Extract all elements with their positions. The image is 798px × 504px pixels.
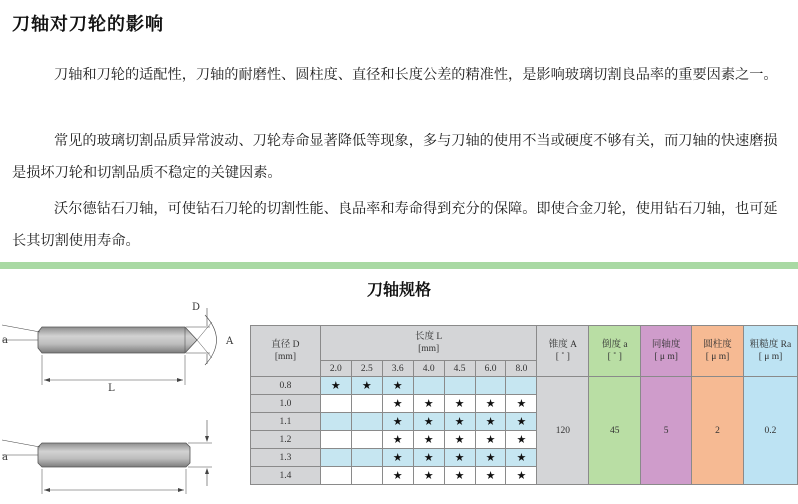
length-mark — [320, 413, 351, 431]
cylindricity-label: 圆柱度 — [703, 340, 732, 350]
angle-value: 45 — [589, 377, 641, 485]
length-mark — [320, 467, 351, 485]
spec-title: 刀轴规格 — [366, 280, 431, 299]
length-value: 2.5 — [351, 361, 382, 377]
length-mark: ★ — [475, 449, 506, 467]
length-value: 6.0 — [475, 361, 506, 377]
cylindricity-header-cell — [692, 326, 744, 377]
dia-value: 0.8 — [251, 377, 321, 395]
spec-table — [250, 325, 798, 485]
length-header-cell — [320, 326, 537, 361]
length-value: 4.0 — [413, 361, 444, 377]
length-mark: ★ — [351, 377, 382, 395]
dia-value: 1.4 — [251, 467, 321, 485]
dia-value: 1.0 — [251, 395, 321, 413]
length-mark: ★ — [506, 395, 537, 413]
length-value: 2.0 — [320, 361, 351, 377]
length-value: 8.0 — [506, 361, 537, 377]
cylindricity-value: 2 — [692, 377, 744, 485]
dia-header-cell — [251, 326, 321, 377]
length-mark: ★ — [506, 449, 537, 467]
length-mark: ★ — [444, 431, 475, 449]
length-mark: ★ — [382, 431, 413, 449]
length-header: 长度 L — [415, 332, 443, 342]
roughness-label: 粗糙度 Ra — [749, 340, 792, 350]
roughness-unit: [ μ m] — [758, 352, 783, 362]
taper-unit: [ ˚ ] — [555, 352, 570, 362]
length-mark: ★ — [444, 449, 475, 467]
length-mark: ★ — [444, 395, 475, 413]
length-mark — [320, 431, 351, 449]
length-mark — [351, 431, 382, 449]
coaxial-unit: [ μ m] — [654, 352, 678, 362]
taper-header-cell — [537, 326, 589, 377]
dia-value: 1.1 — [251, 413, 321, 431]
length-mark: ★ — [413, 395, 444, 413]
roughness-value: 0.2 — [743, 377, 797, 485]
angle-label: 倒度 a — [601, 340, 628, 350]
dia-value: 1.3 — [251, 449, 321, 467]
length-mark — [351, 395, 382, 413]
coaxial-header-cell — [641, 326, 692, 377]
taper-label: 锥度 A — [548, 340, 577, 350]
length-mark — [506, 377, 537, 395]
length-mark: ★ — [413, 449, 444, 467]
dia-unit: [mm] — [274, 352, 296, 362]
length-mark: ★ — [444, 413, 475, 431]
dia-header: 直径 D — [271, 340, 300, 350]
label-a-2: a — [2, 452, 8, 463]
paragraph-1: 刀轴和刀轮的适配性，刀轴的耐磨性、圆柱度、直径和长度公差的精准性，是影响玻璃切割良品率的重要因素之一。 — [54, 67, 778, 83]
label-L: L — [108, 383, 115, 394]
taper-value: 120 — [537, 377, 589, 485]
length-mark: ★ — [506, 413, 537, 431]
length-mark — [351, 449, 382, 467]
label-D: D — [192, 302, 201, 313]
length-mark: ★ — [444, 467, 475, 485]
length-mark: ★ — [475, 395, 506, 413]
length-mark — [351, 467, 382, 485]
length-mark — [320, 449, 351, 467]
length-mark: ★ — [413, 431, 444, 449]
angle-header-cell — [589, 326, 641, 377]
length-mark: ★ — [382, 395, 413, 413]
length-mark — [351, 413, 382, 431]
axle-flat-icon — [2, 420, 212, 494]
label-a: a — [2, 335, 8, 346]
length-mark: ★ — [506, 431, 537, 449]
page-title: 刀轴对刀轮的影响 — [12, 14, 164, 35]
coaxial-label: 同轴度 — [651, 340, 681, 350]
length-mark — [475, 377, 506, 395]
coaxial-value: 5 — [641, 377, 692, 485]
label-A: A — [226, 336, 234, 347]
length-mark: ★ — [382, 449, 413, 467]
table-row — [251, 377, 798, 395]
length-mark — [413, 377, 444, 395]
length-mark: ★ — [382, 413, 413, 431]
length-mark: ★ — [413, 413, 444, 431]
roughness-header-cell — [743, 326, 797, 377]
length-mark — [444, 377, 475, 395]
length-value: 4.5 — [444, 361, 475, 377]
length-mark: ★ — [320, 377, 351, 395]
angle-unit: [ ˚ ] — [607, 352, 622, 362]
length-mark: ★ — [382, 467, 413, 485]
section-divider — [0, 262, 798, 269]
length-mark: ★ — [413, 467, 444, 485]
axle-with-cone-icon — [2, 308, 217, 385]
cylindricity-unit: [ μ m] — [705, 352, 730, 362]
length-mark: ★ — [382, 377, 413, 395]
paragraph-3: 沃尔德钻石刀轴，可使钻石刀轮的切割性能、良品率和寿命得到充分的保障。即使合金刀轮，使用钻石刀轴，也可延长其切割使用寿命。 — [12, 201, 778, 249]
length-mark: ★ — [475, 413, 506, 431]
length-mark: ★ — [475, 467, 506, 485]
dia-value: 1.2 — [251, 431, 321, 449]
length-unit: [mm] — [418, 344, 440, 354]
length-mark: ★ — [506, 467, 537, 485]
length-mark: ★ — [475, 431, 506, 449]
axle-diagram — [0, 290, 245, 504]
paragraph-2: 常见的玻璃切割品质异常波动、刀轮寿命显著降低等现象，多与刀轴的使用不当或硬度不够有关，而刀轴的快速磨损是损坏刀轮和切割品质不稳定的关键因素。 — [12, 133, 778, 181]
length-mark — [320, 395, 351, 413]
length-value: 3.6 — [382, 361, 413, 377]
